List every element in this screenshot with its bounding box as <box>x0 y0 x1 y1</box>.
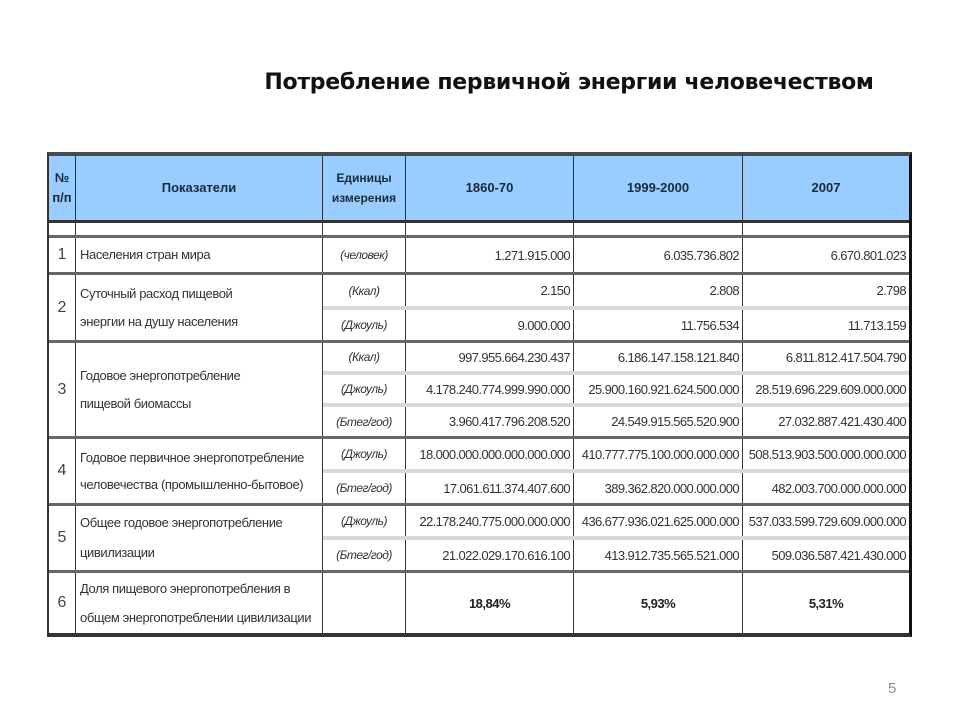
value-1860-70: 3.960.417.796.208.520 <box>448 414 570 429</box>
header-2007: 2007 <box>811 180 841 195</box>
value-1999-2000: 11.756.534 <box>680 317 739 333</box>
page-number: 5 <box>888 680 897 697</box>
value-1999-2000: 25.900.160.921.624.500.000 <box>588 381 739 397</box>
value-1999-2000: 410.777.775.100.000.000.000 <box>581 446 739 462</box>
header-separator <box>49 220 909 223</box>
unit-label: (Ккал) <box>348 283 380 298</box>
value-2007: 508.513.903.500.000.000.000 <box>748 446 906 462</box>
value-2007: 6.811.812.417.504.790 <box>785 349 906 365</box>
unit-label <box>323 573 405 633</box>
share-2007: 5,31% <box>808 595 844 611</box>
row-number: 2 <box>57 298 67 316</box>
value-1860-70: 997.955.664.230.437 <box>458 349 570 365</box>
value-2007: 2.798 <box>876 283 906 298</box>
row-number: 3 <box>57 380 67 398</box>
row-number: 6 <box>57 594 67 611</box>
header-1860-70: 1860-70 <box>465 180 514 195</box>
value-1999-2000: 413.912.735.565.521.000 <box>604 547 739 563</box>
row-label: Доля пищевого энергопотребления в общем энергопотреблении цивилизации <box>80 581 312 625</box>
row-number: 1 <box>57 246 67 263</box>
row-label: Годовое энергопотребление пищевой биомассы <box>80 367 241 411</box>
unit-label: (человек) <box>340 248 388 262</box>
unit-label: (Бтег/год) <box>336 548 392 562</box>
value-2007: 6.670.801.023 <box>830 247 906 263</box>
slide-title: Потребление первичной энергии человечеством <box>264 70 874 95</box>
value-1999-2000: 436.677.936.021.625.000.000 <box>581 513 739 529</box>
unit-label: (Джоуль) <box>341 447 387 461</box>
value-1860-70: 21.022.029.170.616.100 <box>442 547 570 563</box>
value-1860-70: 2.150 <box>540 283 570 298</box>
header-units: Единицы измерения <box>331 171 397 205</box>
value-2007: 537.033.599.729.609.000.000 <box>748 513 906 529</box>
header-indicator: Показатели <box>161 180 237 195</box>
unit-label: (Джоуль) <box>341 382 387 396</box>
value-1860-70: 4.178.240.774.999.990.000 <box>425 381 570 397</box>
value-2007: 28.519.696.229.609.000.000 <box>755 381 906 397</box>
value-1999-2000: 24.549.915.565.520.900 <box>611 414 739 429</box>
row-label: Годовое первичное энергопотребление человечества (промышленно-бытовое) <box>80 450 305 492</box>
value-2007: 509.036.587.421.430.000 <box>771 547 906 563</box>
header-1999-2000: 1999-2000 <box>626 180 690 195</box>
value-1860-70: 17.061.611.374.407.600 <box>443 480 570 496</box>
row-label: Суточный расход пищевой энергии на душу населения <box>80 285 238 329</box>
row-number: 5 <box>57 529 67 546</box>
unit-label: (Джоуль) <box>341 514 387 528</box>
unit-label: (Бтег/год) <box>336 481 392 495</box>
value-1860-70: 1.271.915.000 <box>494 247 570 263</box>
value-1999-2000: 6.186.147.158.121.840 <box>617 349 739 365</box>
value-2007: 27.032.887.421.430.400 <box>778 414 906 429</box>
header-num: № п/п <box>52 170 72 205</box>
unit-label: (Ккал) <box>348 350 380 364</box>
value-1999-2000: 2.808 <box>709 283 739 298</box>
share-1999-2000: 5,93% <box>640 595 676 611</box>
value-1860-70: 22.178.240.775.000.000.000 <box>419 513 570 529</box>
row-number: 4 <box>57 462 67 479</box>
row-label: Общее годовое энергопотребление цивилизации <box>80 515 283 560</box>
value-2007: 482.003.700.000.000.000 <box>771 480 906 496</box>
share-1860-70: 18,84% <box>468 595 511 611</box>
value-1999-2000: 6.035.736.802 <box>663 247 739 263</box>
value-1860-70: 9.000.000 <box>517 317 570 333</box>
unit-label: (Джоуль) <box>341 318 387 332</box>
unit-label: (Бтег/год) <box>336 414 392 429</box>
value-2007: 11.713.159 <box>847 317 906 333</box>
energy-consumption-table <box>47 152 912 637</box>
row-label: Населения стран мира <box>80 247 211 262</box>
value-1999-2000: 389.362.820.000.000.000 <box>604 480 739 496</box>
value-1860-70: 18.000.000.000.000.000.000 <box>419 446 570 462</box>
